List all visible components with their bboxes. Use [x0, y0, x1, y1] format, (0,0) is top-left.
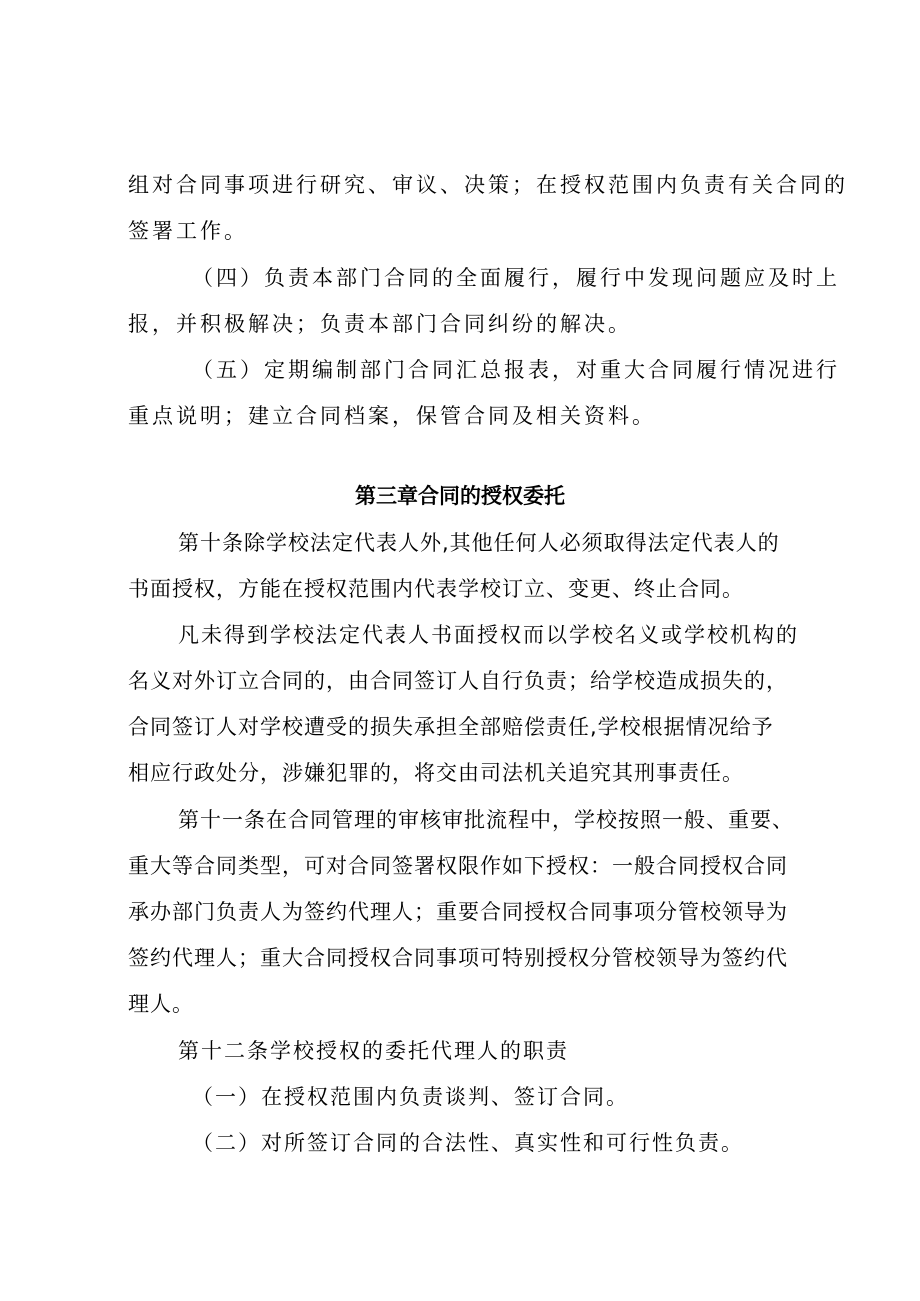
article-ten-line-2: 书面授权，方能在授权范围内代表学校订立、变更、终止合同。: [128, 577, 744, 601]
item-four-line-2: 报，并积极解决；负责本部门合同纠纷的解决。: [128, 312, 632, 336]
chapter-heading: 第三章合同的授权委托: [355, 484, 565, 508]
unauthorized-para-line-3: 合同签订人对学校遭受的损失承担全部赔偿责任,学校根据情况给予: [128, 715, 774, 739]
continuation-line-2: 签署工作。: [128, 219, 248, 243]
article-eleven-line-1: 第十一条在合同管理的审核审批流程中，学校按照一般、重要、: [178, 808, 794, 832]
article-eleven-line-5: 理人。: [128, 992, 194, 1016]
duty-two-line: （二）对所签订合同的合法性、真实性和可行性负责。: [192, 1131, 744, 1155]
duty-one-line: （一）在授权范围内负责谈判、签订合同。: [192, 1085, 629, 1109]
item-five-line-2: 重点说明；建立合同档案，保管合同及相关资料。: [128, 404, 656, 428]
article-eleven-line-3: 承办部门负责人为签约代理人；重要合同授权合同事项分管校领导为: [128, 900, 788, 924]
continuation-line-1: 组对合同事项进行研究、审议、决策；在授权范围内负责有关合同的: [128, 173, 848, 197]
article-eleven-line-2: 重大等合同类型，可对合同签署权限作如下授权：一般合同授权合同: [128, 854, 788, 878]
article-ten-line-1: 第十条除学校法定代表人外,其他任何人必须取得法定代表人的: [178, 531, 780, 555]
article-eleven-line-4: 签约代理人；重大合同授权合同事项可特别授权分管校领导为签约代: [128, 946, 788, 970]
unauthorized-para-line-2: 名义对外订立合同的，由合同签订人自行负责；给学校造成损失的，: [128, 669, 788, 693]
unauthorized-para-line-1: 凡未得到学校法定代表人书面授权而以学校名义或学校机构的: [178, 623, 799, 647]
unauthorized-para-line-4: 相应行政处分，涉嫌犯罪的，将交由司法机关追究其刑事责任。: [128, 761, 744, 785]
article-twelve-line: 第十二条学校授权的委托代理人的职责: [178, 1039, 569, 1063]
item-five-line-1: （五）定期编制部门合同汇总报表，对重大合同履行情况进行: [192, 358, 840, 382]
item-four-line-1: （四）负责本部门合同的全面履行，履行中发现问题应及时上: [192, 266, 840, 290]
